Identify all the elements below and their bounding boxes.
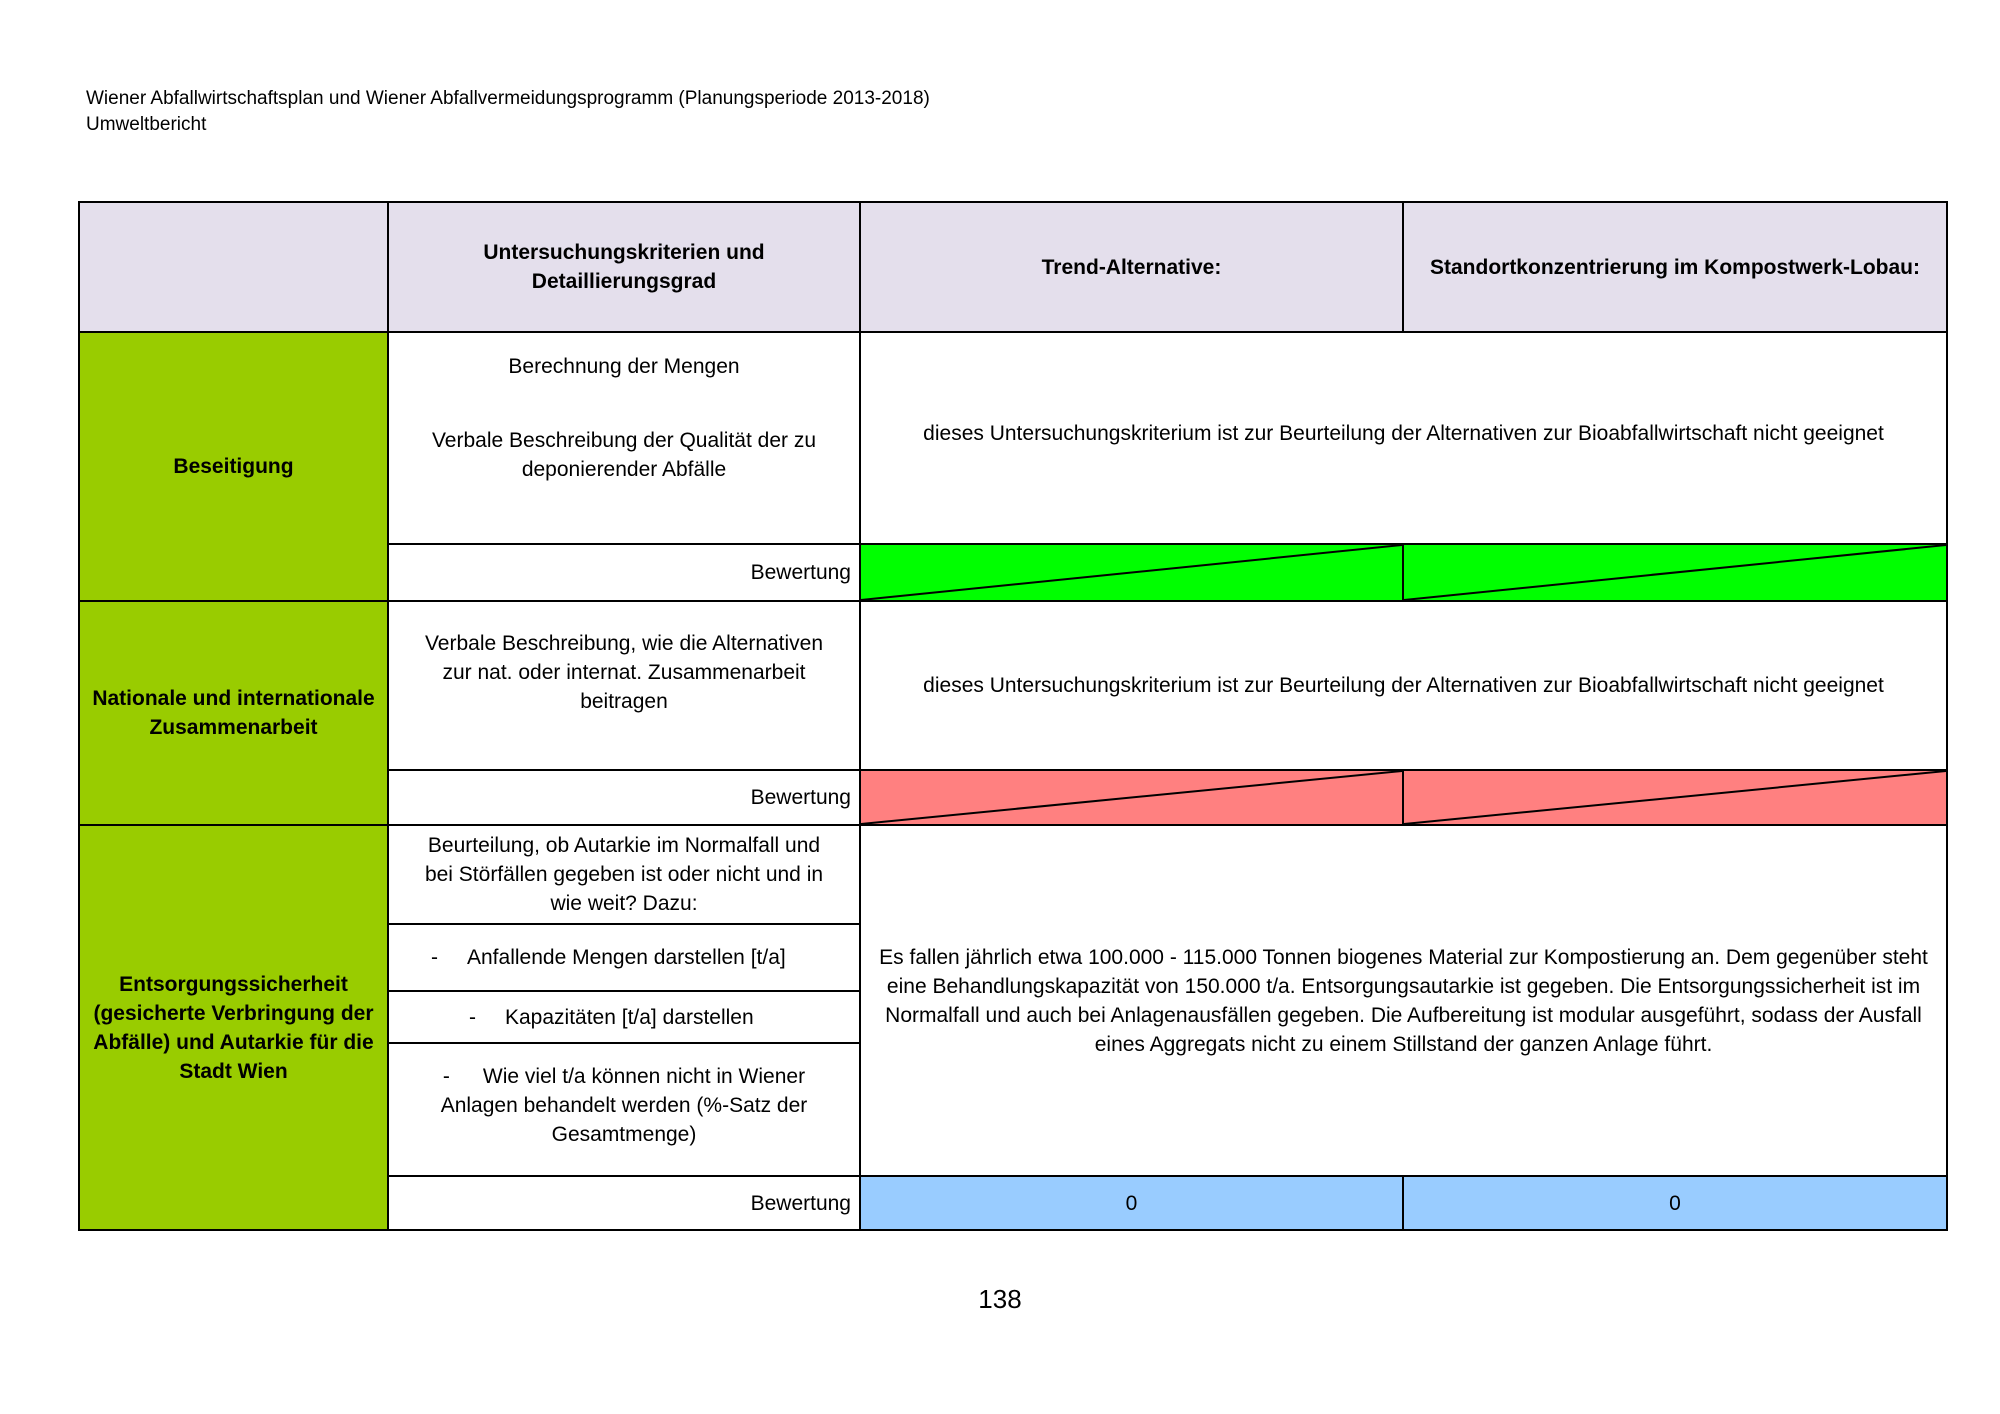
criteria-sub-mengen — [388, 924, 860, 991]
bullet-dash: - — [431, 946, 438, 969]
description-cell: dieses Untersuchungskriterium ist zur Beurteilung der Alternativen zur Bioabfallwirtschaft nicht geeignet — [860, 332, 1947, 544]
document-header — [86, 86, 930, 138]
header-lobau: Standortkonzentrierung im Kompostwerk-Lobau: — [1403, 202, 1947, 332]
header-empty-cell — [79, 202, 388, 332]
description-cell: Es fallen jährlich etwa 100.000 - 115.000 Tonnen biogenes Material zur Kompostierung an. Dem gegenüber steht eine Behandlungskapazität von 150.000 t/a. Entsorgungsautarkie ist gegeben. Die Entsorgungssicherheit ist im Normalfall und auch bei Anlagenausfällen gegeben. Die Aufbereitung ist modular ausgeführt, sodass der Ausfall eines Aggregats nicht zu einem Stillstand der ganzen Anlage führt. — [860, 825, 1947, 1176]
rating-label: Bewertung — [388, 770, 860, 825]
criteria-text: Verbale Beschreibung, wie die Alternativen zur nat. oder internat. Zusammenarbeit beitragen — [424, 632, 824, 713]
table-header-row — [79, 202, 1947, 332]
rating-lobau-green — [1403, 544, 1947, 601]
criteria-sub-text: Wie viel t/a können nicht in Wiener Anlagen behandelt werden (%-Satz der Gesamtmenge) — [440, 1065, 808, 1146]
header-trend-alternative: Trend-Alternative: — [860, 202, 1403, 332]
category-zusammenarbeit: Nationale und internationale Zusammenarbeit — [79, 601, 388, 825]
rating-label: Bewertung — [388, 544, 860, 601]
criteria-text: Berechnung der Mengen — [508, 355, 740, 378]
bullet-dash: - — [469, 1005, 476, 1029]
header-criteria: Untersuchungskriterien und Detaillierungsgrad — [388, 202, 860, 332]
criteria-cell: Beurteilung, ob Autarkie im Normalfall und bei Störfällen gegeben ist oder nicht und in wie weit? Dazu: — [388, 825, 860, 924]
header-subtitle: Umweltbericht — [86, 114, 207, 135]
bullet-dash: - — [442, 1065, 450, 1088]
table-row — [79, 332, 1947, 544]
table-row — [79, 825, 1947, 924]
rating-trend-red — [860, 770, 1403, 825]
rating-lobau-value: 0 — [1403, 1176, 1947, 1230]
criteria-sub-kapazitaeten — [388, 991, 860, 1043]
page-number: 138 — [978, 1284, 1022, 1314]
rating-label: Bewertung — [388, 1176, 860, 1230]
description-cell: dieses Untersuchungskriterium ist zur Beurteilung der Alternativen zur Bioabfallwirtschaft nicht geeignet — [860, 601, 1947, 770]
rating-lobau-red — [1403, 770, 1947, 825]
category-entsorgungssicherheit: Entsorgungssicherheit (gesicherte Verbringung der Abfälle) und Autarkie für die Stadt Wien — [79, 825, 388, 1230]
category-beseitigung: Beseitigung — [79, 332, 388, 601]
criteria-text: Verbale Beschreibung der Qualität der zu deponierender Abfälle — [431, 429, 817, 481]
criteria-sub-text: Anfallende Mengen darstellen [t/a] — [467, 946, 786, 969]
criteria-cell — [388, 601, 860, 770]
rating-trend-green — [860, 544, 1403, 601]
header-title: Wiener Abfallwirtschaftsplan und Wiener Abfallvermeidungsprogramm (Planungsperiode 2013-2018) — [86, 88, 930, 109]
criteria-cell — [388, 332, 860, 544]
rating-trend-value: 0 — [860, 1176, 1403, 1230]
table-row — [79, 601, 1947, 770]
assessment-table — [78, 201, 1948, 1231]
criteria-sub-wiener-anlagen — [388, 1043, 860, 1176]
criteria-sub-text: Kapazitäten [t/a] darstellen — [505, 1005, 754, 1029]
